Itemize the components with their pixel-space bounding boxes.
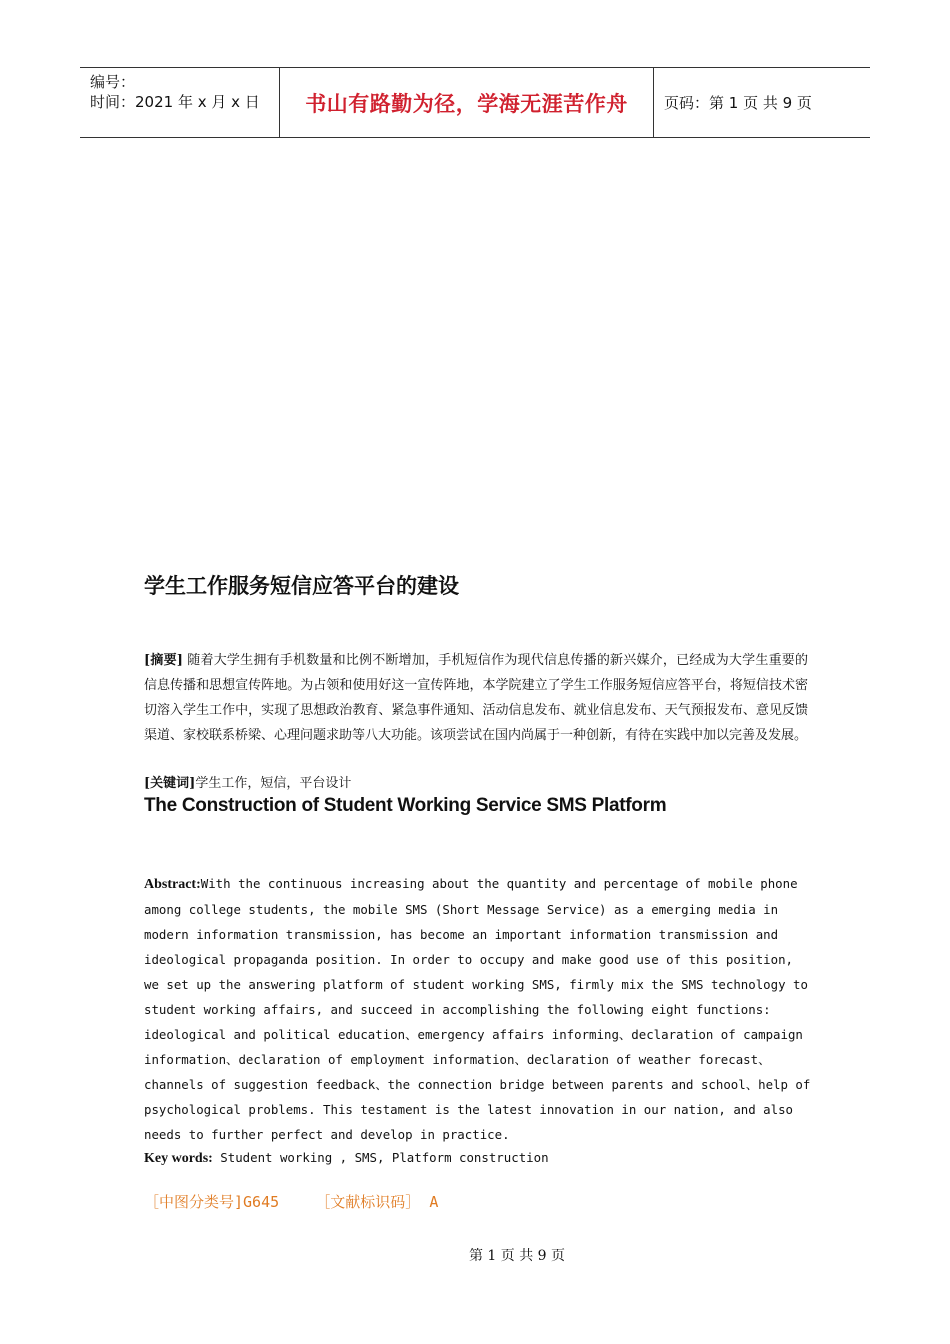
english-keywords-label: Key words: (144, 1151, 213, 1166)
document-time: 时间：2021 年 x 月 x 日 (90, 93, 260, 111)
english-title: The Construction of Student Working Service SMS Platform (144, 795, 667, 816)
english-abstract-text: With the continuous increasing about the quantity and percentage of mobile phone among college students, the mobile SMS (Short Message Service) as a emerging media in modern information transmission, has become an important information transmission and ideological propaganda position. In order to occupy and make good use of this position, we set up the answering platform of student working SMS, firmly mix the SMS technology to student working affairs, and succeed in accomplishing the following eight functions: ideological and political education、emergency affairs informing、declaration of campaign information、declaration of employment information、declaration of weather forecast、channels of suggestion feedback、the connection bridge between parents and school、help of psychological problems. This testament is the latest innovation in our nation, and also needs to further perfect and develop in practice. (144, 876, 811, 1142)
document-code: ［文献标识码］ A (315, 1193, 439, 1211)
chinese-abstract (144, 648, 808, 748)
english-keywords (144, 1145, 549, 1171)
classification-codes (144, 1191, 438, 1212)
page-header (80, 67, 870, 138)
clc-number: ［中图分类号]G645 (144, 1193, 280, 1211)
header-page-info: 页码：第 1 页 共 9 页 (664, 94, 812, 112)
chinese-keywords-label: [关键词] (144, 776, 196, 791)
document-number-label: 编号： (90, 73, 136, 91)
chinese-abstract-label: [摘要] (144, 653, 183, 668)
chinese-abstract-text: 随着大学生拥有手机数量和比例不断增加，手机短信作为现代信息传播的新兴媒介，已经成为大学生重要的信息传播和思想宣传阵地。为占领和使用好这一宣传阵地，本学院建立了学生工作服务短信应答平台，将短信技术密切溶入学生工作中，实现了思想政治教育、紧急事件通知、活动信息发布、就业信息发布、天气预报发布、意见反馈渠道、家校联系桥梁、心理问题求助等八大功能。该项尝试在国内尚属于一种创新，有待在实践中加以完善及发展。 (144, 653, 808, 743)
page-footer: 第 1 页 共 9 页 (468, 1248, 566, 1264)
english-abstract-label: Abstract: (144, 877, 201, 892)
chinese-keywords-text: 学生工作，短信，平台设计 (195, 776, 352, 791)
chinese-title: 学生工作服务短信应答平台的建设 (144, 574, 459, 598)
english-keywords-text: Student working , SMS, Platform construction (220, 1150, 549, 1165)
chinese-keywords (144, 771, 351, 796)
header-motto: 书山有路勤为径，学海无涯苦作舟 (280, 68, 654, 137)
header-meta (80, 68, 280, 137)
english-abstract (144, 871, 812, 1147)
